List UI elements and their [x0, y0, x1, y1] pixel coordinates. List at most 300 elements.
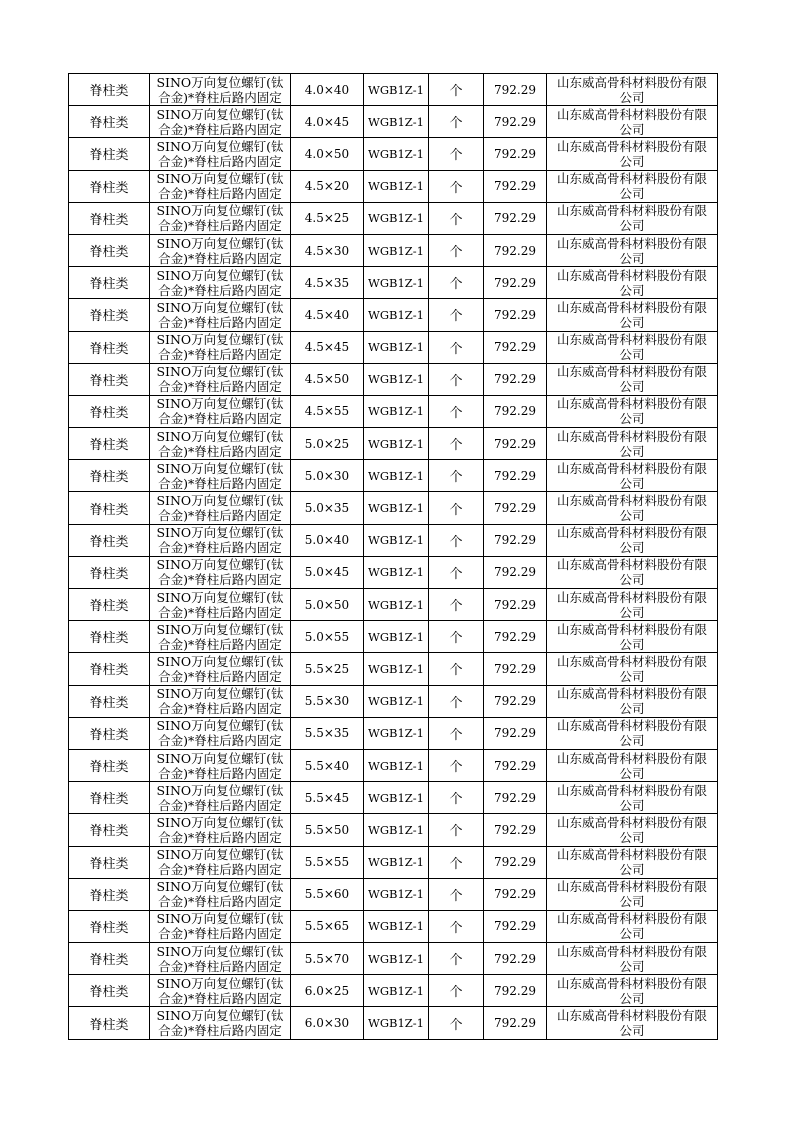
manufacturer-line-1: 山东威高骨科材料股份有限 [556, 686, 707, 702]
table-row [69, 106, 718, 138]
price-text: 792.29 [494, 1016, 536, 1031]
price-text: 792.29 [494, 983, 536, 998]
manufacturer-cell [547, 910, 718, 942]
manufacturer-cell [547, 782, 718, 814]
model-cell [364, 170, 429, 202]
price-text: 792.29 [494, 404, 536, 419]
unit-cell [429, 814, 484, 846]
price-text: 792.29 [494, 565, 536, 580]
category-text: 脊柱类 [89, 116, 129, 132]
spec-cell [291, 74, 364, 106]
spec-text: 6.0×25 [304, 983, 350, 998]
price-text: 792.29 [494, 822, 536, 837]
manufacturer-line-1: 山东威高骨科材料股份有限 [556, 235, 707, 251]
manufacturer-line-2: 公司 [619, 668, 645, 684]
category-text: 脊柱类 [89, 727, 129, 743]
category-cell [69, 74, 150, 106]
model-text: WGB1Z-1 [368, 565, 424, 580]
unit-text: 个 [449, 405, 463, 421]
model-cell [364, 589, 429, 621]
manufacturer-line-2: 公司 [619, 475, 645, 491]
price-cell [484, 363, 547, 395]
unit-cell [429, 428, 484, 460]
manufacturer-line-2: 公司 [619, 540, 645, 556]
category-cell [69, 685, 150, 717]
product-name-line-1: SINO万向复位螺钉(钛 [156, 171, 284, 187]
category-text: 脊柱类 [89, 631, 129, 647]
product-name-cell [150, 943, 291, 975]
product-name-line-1: SINO万向复位螺钉(钛 [156, 364, 284, 380]
product-name-line-2: 合金)*脊柱后路内固定 [158, 572, 282, 588]
price-cell [484, 524, 547, 556]
spec-cell [291, 556, 364, 588]
product-name-line-2: 合金)*脊柱后路内固定 [158, 314, 282, 330]
spec-cell [291, 460, 364, 492]
unit-cell [429, 943, 484, 975]
manufacturer-line-2: 公司 [619, 186, 645, 202]
unit-text: 个 [449, 920, 463, 936]
product-name-line-1: SINO万向复位螺钉(钛 [156, 525, 284, 541]
product-name-cell [150, 428, 291, 460]
category-text: 脊柱类 [89, 663, 129, 679]
category-text: 脊柱类 [89, 888, 129, 904]
unit-text: 个 [449, 663, 463, 679]
spec-text: 5.5×30 [304, 694, 350, 709]
price-text: 792.29 [494, 887, 536, 902]
spec-cell [291, 492, 364, 524]
unit-cell [429, 267, 484, 299]
product-name-line-2: 合金)*脊柱后路内固定 [158, 829, 282, 845]
model-text: WGB1Z-1 [368, 919, 424, 934]
unit-text: 个 [449, 373, 463, 389]
table-row [69, 910, 718, 942]
spec-text: 5.5×45 [304, 790, 350, 805]
category-text: 脊柱类 [89, 1017, 129, 1033]
category-cell [69, 138, 150, 170]
unit-cell [429, 460, 484, 492]
product-name-line-2: 合金)*脊柱后路内固定 [158, 121, 282, 137]
product-name-cell [150, 653, 291, 685]
price-text: 792.29 [494, 307, 536, 322]
model-text: WGB1Z-1 [368, 983, 424, 998]
manufacturer-line-1: 山东威高骨科材料股份有限 [556, 493, 707, 509]
category-text: 脊柱类 [89, 212, 129, 228]
product-name-cell [150, 621, 291, 653]
product-name-cell [150, 106, 291, 138]
product-name-line-1: SINO万向复位螺钉(钛 [156, 589, 284, 605]
manufacturer-line-2: 公司 [619, 379, 645, 395]
manufacturer-line-2: 公司 [619, 218, 645, 234]
product-name-line-2: 合金)*脊柱后路内固定 [158, 153, 282, 169]
manufacturer-line-1: 山东威高骨科材料股份有限 [556, 557, 707, 573]
unit-text: 个 [449, 502, 463, 518]
model-cell [364, 299, 429, 331]
unit-cell [429, 395, 484, 427]
category-text: 脊柱类 [89, 502, 129, 518]
category-cell [69, 717, 150, 749]
product-name-cell [150, 685, 291, 717]
unit-text: 个 [449, 760, 463, 776]
table-row [69, 846, 718, 878]
category-cell [69, 814, 150, 846]
spec-cell [291, 975, 364, 1007]
spec-text: 5.0×30 [304, 468, 350, 483]
model-text: WGB1Z-1 [368, 114, 424, 129]
category-cell [69, 170, 150, 202]
table-row [69, 492, 718, 524]
manufacturer-line-2: 公司 [619, 701, 645, 717]
manufacturer-line-2: 公司 [619, 797, 645, 813]
unit-cell [429, 717, 484, 749]
spec-cell [291, 202, 364, 234]
category-text: 脊柱类 [89, 277, 129, 293]
unit-cell [429, 782, 484, 814]
category-text: 脊柱类 [89, 920, 129, 936]
product-name-line-2: 合金)*脊柱后路内固定 [158, 862, 282, 878]
product-name-line-1: SINO万向复位螺钉(钛 [156, 493, 284, 509]
unit-text: 个 [449, 631, 463, 647]
manufacturer-line-1: 山东威高骨科材料股份有限 [556, 782, 707, 798]
unit-text: 个 [449, 212, 463, 228]
price-cell [484, 814, 547, 846]
spec-text: 4.0×50 [304, 146, 350, 161]
product-name-line-1: SINO万向复位螺钉(钛 [156, 235, 284, 251]
product-name-line-1: SINO万向复位螺钉(钛 [156, 943, 284, 959]
price-cell [484, 202, 547, 234]
manufacturer-line-2: 公司 [619, 250, 645, 266]
table-row [69, 202, 718, 234]
spec-cell [291, 878, 364, 910]
product-name-line-2: 合金)*脊柱后路内固定 [158, 701, 282, 717]
model-cell [364, 106, 429, 138]
unit-cell [429, 234, 484, 266]
price-text: 792.29 [494, 340, 536, 355]
category-cell [69, 653, 150, 685]
price-text: 792.29 [494, 114, 536, 129]
model-text: WGB1Z-1 [368, 307, 424, 322]
model-text: WGB1Z-1 [368, 629, 424, 644]
unit-text: 个 [449, 180, 463, 196]
product-name-line-1: SINO万向复位螺钉(钛 [156, 460, 284, 476]
unit-cell [429, 331, 484, 363]
price-cell [484, 138, 547, 170]
manufacturer-line-2: 公司 [619, 443, 645, 459]
category-cell [69, 267, 150, 299]
manufacturer-cell [547, 267, 718, 299]
price-cell [484, 943, 547, 975]
spec-cell [291, 267, 364, 299]
price-text: 792.29 [494, 694, 536, 709]
manufacturer-line-1: 山东威高骨科材料股份有限 [556, 589, 707, 605]
unit-text: 个 [449, 953, 463, 969]
spec-text: 4.5×55 [304, 404, 350, 419]
manufacturer-line-1: 山东威高骨科材料股份有限 [556, 653, 707, 669]
spec-cell [291, 814, 364, 846]
product-name-line-2: 合金)*脊柱后路内固定 [158, 765, 282, 781]
model-cell [364, 492, 429, 524]
price-text: 792.29 [494, 661, 536, 676]
spec-cell [291, 782, 364, 814]
price-cell [484, 267, 547, 299]
spec-cell [291, 717, 364, 749]
unit-cell [429, 653, 484, 685]
unit-text: 个 [449, 856, 463, 872]
spec-cell [291, 910, 364, 942]
manufacturer-cell [547, 492, 718, 524]
product-name-line-2: 合金)*脊柱后路内固定 [158, 508, 282, 524]
product-name-line-1: SINO万向复位螺钉(钛 [156, 814, 284, 830]
spec-text: 5.0×35 [304, 501, 350, 516]
price-cell [484, 492, 547, 524]
table-row [69, 749, 718, 781]
unit-text: 个 [449, 566, 463, 582]
model-cell [364, 685, 429, 717]
product-name-cell [150, 331, 291, 363]
product-name-line-1: SINO万向复位螺钉(钛 [156, 879, 284, 895]
category-cell [69, 460, 150, 492]
category-cell [69, 1007, 150, 1039]
price-cell [484, 621, 547, 653]
product-name-line-2: 合金)*脊柱后路内固定 [158, 990, 282, 1006]
manufacturer-line-2: 公司 [619, 153, 645, 169]
category-text: 脊柱类 [89, 534, 129, 550]
price-cell [484, 234, 547, 266]
model-text: WGB1Z-1 [368, 404, 424, 419]
manufacturer-cell [547, 395, 718, 427]
unit-text: 个 [449, 888, 463, 904]
category-text: 脊柱类 [89, 599, 129, 615]
category-cell [69, 621, 150, 653]
product-name-line-1: SINO万向复位螺钉(钛 [156, 396, 284, 412]
spec-text: 5.5×70 [304, 951, 350, 966]
spec-text: 5.0×25 [304, 436, 350, 451]
spec-cell [291, 1007, 364, 1039]
manufacturer-cell [547, 878, 718, 910]
manufacturer-line-1: 山东威高骨科材料股份有限 [556, 106, 707, 122]
manufacturer-line-2: 公司 [619, 829, 645, 845]
model-text: WGB1Z-1 [368, 146, 424, 161]
manufacturer-cell [547, 621, 718, 653]
spec-cell [291, 138, 364, 170]
price-text: 792.29 [494, 468, 536, 483]
manufacturer-cell [547, 524, 718, 556]
model-text: WGB1Z-1 [368, 436, 424, 451]
model-cell [364, 943, 429, 975]
model-text: WGB1Z-1 [368, 887, 424, 902]
category-cell [69, 846, 150, 878]
spec-text: 4.0×45 [304, 114, 350, 129]
manufacturer-line-1: 山东威高骨科材料股份有限 [556, 525, 707, 541]
price-cell [484, 331, 547, 363]
category-cell [69, 589, 150, 621]
manufacturer-cell [547, 74, 718, 106]
spec-cell [291, 234, 364, 266]
unit-cell [429, 524, 484, 556]
model-cell [364, 331, 429, 363]
product-name-line-1: SINO万向复位螺钉(钛 [156, 718, 284, 734]
product-name-cell [150, 556, 291, 588]
spec-text: 5.5×65 [304, 919, 350, 934]
unit-text: 个 [449, 245, 463, 261]
unit-cell [429, 1007, 484, 1039]
product-name-cell [150, 589, 291, 621]
product-name-line-1: SINO万向复位螺钉(钛 [156, 975, 284, 991]
category-cell [69, 943, 150, 975]
table-row [69, 74, 718, 106]
manufacturer-line-1: 山东威高骨科材料股份有限 [556, 814, 707, 830]
model-text: WGB1Z-1 [368, 275, 424, 290]
manufacturer-cell [547, 556, 718, 588]
spec-cell [291, 428, 364, 460]
unit-text: 个 [449, 1017, 463, 1033]
category-text: 脊柱类 [89, 148, 129, 164]
table-row [69, 556, 718, 588]
price-table [68, 73, 718, 1040]
model-text: WGB1Z-1 [368, 597, 424, 612]
manufacturer-cell [547, 814, 718, 846]
manufacturer-cell [547, 943, 718, 975]
manufacturer-line-1: 山东威高骨科材料股份有限 [556, 943, 707, 959]
manufacturer-line-2: 公司 [619, 508, 645, 524]
manufacturer-line-2: 公司 [619, 89, 645, 105]
product-name-line-2: 合金)*脊柱后路内固定 [158, 797, 282, 813]
model-cell [364, 975, 429, 1007]
unit-cell [429, 202, 484, 234]
spec-text: 5.5×55 [304, 855, 350, 870]
price-text: 792.29 [494, 211, 536, 226]
spec-cell [291, 106, 364, 138]
product-name-line-2: 合金)*脊柱后路内固定 [158, 1023, 282, 1039]
category-text: 脊柱类 [89, 180, 129, 196]
table-row [69, 782, 718, 814]
spec-cell [291, 299, 364, 331]
category-text: 脊柱类 [89, 341, 129, 357]
model-text: WGB1Z-1 [368, 790, 424, 805]
model-text: WGB1Z-1 [368, 82, 424, 97]
manufacturer-cell [547, 170, 718, 202]
model-text: WGB1Z-1 [368, 661, 424, 676]
model-cell [364, 878, 429, 910]
unit-text: 个 [449, 824, 463, 840]
spec-text: 5.5×40 [304, 758, 350, 773]
unit-cell [429, 878, 484, 910]
model-cell [364, 267, 429, 299]
price-text: 792.29 [494, 726, 536, 741]
manufacturer-line-2: 公司 [619, 604, 645, 620]
model-cell [364, 814, 429, 846]
unit-text: 个 [449, 727, 463, 743]
unit-text: 个 [449, 84, 463, 100]
manufacturer-line-1: 山东威高骨科材料股份有限 [556, 428, 707, 444]
unit-cell [429, 589, 484, 621]
price-cell [484, 589, 547, 621]
spec-text: 4.5×45 [304, 340, 350, 355]
price-cell [484, 749, 547, 781]
table-row [69, 170, 718, 202]
product-name-cell [150, 492, 291, 524]
model-text: WGB1Z-1 [368, 243, 424, 258]
model-cell [364, 846, 429, 878]
model-cell [364, 556, 429, 588]
table-row [69, 589, 718, 621]
unit-text: 个 [449, 438, 463, 454]
price-text: 792.29 [494, 501, 536, 516]
spec-cell [291, 170, 364, 202]
model-cell [364, 363, 429, 395]
category-text: 脊柱类 [89, 84, 129, 100]
unit-text: 个 [449, 277, 463, 293]
product-name-line-1: SINO万向复位螺钉(钛 [156, 782, 284, 798]
product-name-line-1: SINO万向复位螺钉(钛 [156, 750, 284, 766]
price-text: 792.29 [494, 758, 536, 773]
unit-cell [429, 975, 484, 1007]
unit-text: 个 [449, 985, 463, 1001]
category-text: 脊柱类 [89, 824, 129, 840]
product-name-line-2: 合金)*脊柱后路内固定 [158, 733, 282, 749]
category-cell [69, 363, 150, 395]
price-cell [484, 460, 547, 492]
product-name-cell [150, 717, 291, 749]
category-text: 脊柱类 [89, 953, 129, 969]
product-name-line-2: 合金)*脊柱后路内固定 [158, 958, 282, 974]
model-cell [364, 653, 429, 685]
product-name-line-2: 合金)*脊柱后路内固定 [158, 379, 282, 395]
manufacturer-line-1: 山东威高骨科材料股份有限 [556, 879, 707, 895]
unit-cell [429, 363, 484, 395]
model-text: WGB1Z-1 [368, 211, 424, 226]
product-name-line-1: SINO万向复位螺钉(钛 [156, 138, 284, 154]
price-cell [484, 556, 547, 588]
table-row [69, 428, 718, 460]
price-text: 792.29 [494, 790, 536, 805]
table-row [69, 363, 718, 395]
spec-cell [291, 395, 364, 427]
category-text: 脊柱类 [89, 309, 129, 325]
category-text: 脊柱类 [89, 405, 129, 421]
spec-text: 5.0×40 [304, 533, 350, 548]
manufacturer-line-2: 公司 [619, 121, 645, 137]
unit-text: 个 [449, 309, 463, 325]
manufacturer-line-1: 山东威高骨科材料股份有限 [556, 621, 707, 637]
spec-text: 5.0×55 [304, 629, 350, 644]
product-name-line-2: 合金)*脊柱后路内固定 [158, 218, 282, 234]
manufacturer-cell [547, 106, 718, 138]
spec-cell [291, 331, 364, 363]
price-cell [484, 975, 547, 1007]
price-text: 792.29 [494, 629, 536, 644]
manufacturer-cell [547, 975, 718, 1007]
price-text: 792.29 [494, 919, 536, 934]
unit-cell [429, 556, 484, 588]
table-row [69, 717, 718, 749]
manufacturer-cell [547, 1007, 718, 1039]
product-name-cell [150, 74, 291, 106]
product-name-line-1: SINO万向复位螺钉(钛 [156, 203, 284, 219]
manufacturer-line-2: 公司 [619, 347, 645, 363]
manufacturer-line-2: 公司 [619, 733, 645, 749]
table-row [69, 1007, 718, 1039]
model-cell [364, 749, 429, 781]
category-cell [69, 782, 150, 814]
product-name-line-1: SINO万向复位螺钉(钛 [156, 332, 284, 348]
manufacturer-line-2: 公司 [619, 636, 645, 652]
unit-cell [429, 621, 484, 653]
model-text: WGB1Z-1 [368, 951, 424, 966]
model-cell [364, 717, 429, 749]
price-cell [484, 782, 547, 814]
product-name-line-2: 合金)*脊柱后路内固定 [158, 411, 282, 427]
manufacturer-line-1: 山东威高骨科材料股份有限 [556, 332, 707, 348]
